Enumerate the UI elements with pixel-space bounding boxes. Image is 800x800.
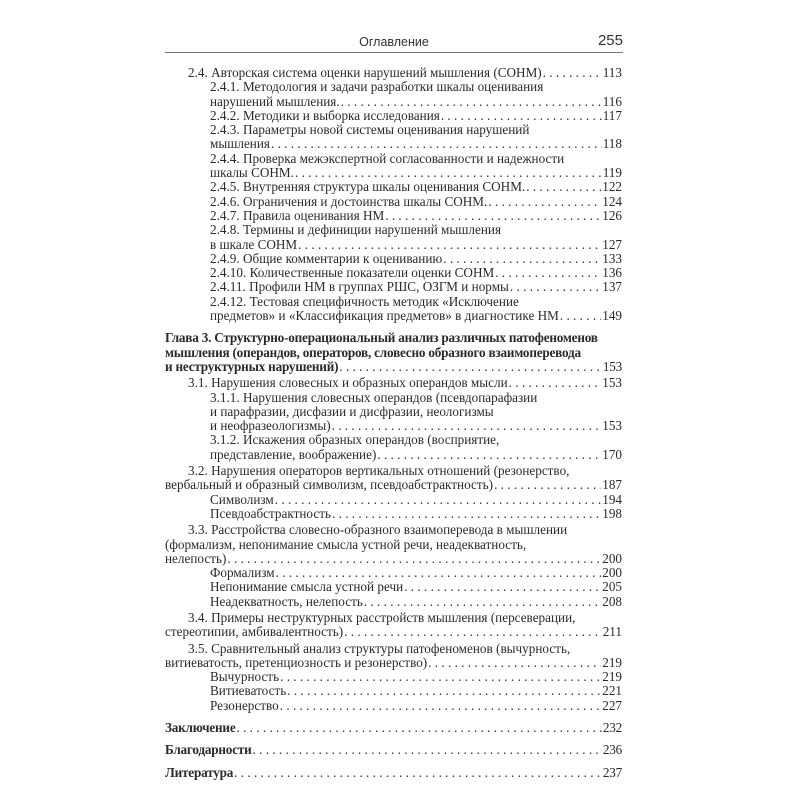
toc-entry-line [165, 766, 622, 780]
toc-entry-text: мышления [210, 136, 270, 152]
toc-entry [165, 280, 622, 294]
toc-entry [165, 376, 622, 390]
toc-entry [165, 109, 622, 123]
toc-entry-text: мышления (операндов, операторов, словесно образного взаимоперевода [165, 344, 581, 360]
toc-entry-line [165, 405, 622, 419]
toc-entry-text: 2.4.8. Термины и дефиниции нарушений мышления [210, 222, 502, 238]
toc-page-number: 198 [602, 505, 622, 521]
toc-entry-text: Символизм [210, 491, 274, 507]
toc-entry [165, 391, 622, 434]
toc-page-number: 237 [602, 764, 622, 780]
toc-entry [165, 464, 622, 493]
toc-entry [165, 566, 622, 580]
toc-entry [165, 684, 622, 698]
toc-entry-text: предметов» и «Классификация предметов» в диагностике НМ [210, 308, 559, 324]
toc-entry-text: 2.4.7. Правила оценивания НМ [210, 207, 385, 223]
toc-entry [165, 266, 622, 280]
dot-leader [295, 166, 602, 180]
toc-entry [165, 295, 622, 324]
toc-entry-text: нарушений мышления. [210, 93, 340, 109]
toc-page-number: 116 [602, 93, 622, 109]
toc-entry-line [165, 391, 622, 405]
toc-entry [165, 433, 622, 462]
dot-leader [364, 595, 601, 609]
toc-entry-text: шкалы СОНМ. [210, 165, 294, 181]
toc-entry [165, 180, 622, 194]
toc-page-number: 153 [602, 375, 622, 391]
toc-entry-line [165, 538, 622, 552]
toc-entry-line [165, 309, 622, 323]
toc-entry-text: нелепость) [165, 550, 227, 566]
toc-entry-line [165, 611, 622, 625]
dot-leader [509, 376, 602, 390]
toc-entry-line [165, 266, 622, 280]
toc-entry-text: 2.4.12. Тестовая специфичность методик «Исключение [210, 293, 519, 309]
toc-entry-line [165, 670, 622, 684]
toc-entry-text: вербальный и образный символизм, псевдоабстрактность) [165, 477, 494, 493]
toc-entry [165, 699, 622, 713]
toc-entry-line [165, 209, 622, 223]
toc-page-number: 194 [602, 491, 622, 507]
dot-leader [428, 656, 601, 670]
toc-entry [165, 766, 622, 780]
toc-page-number: 170 [602, 446, 622, 462]
toc-page-number: 118 [602, 136, 622, 152]
toc-page-number: 187 [602, 477, 622, 493]
dot-leader [341, 95, 602, 109]
toc-page-number: 153 [602, 418, 622, 434]
toc-entry [165, 209, 622, 223]
toc-entry [165, 721, 622, 735]
toc-page-number: 122 [602, 179, 622, 195]
toc-entry [165, 743, 622, 757]
page-number: 255 [597, 32, 623, 49]
toc-entry-line [165, 448, 622, 462]
toc-entry-line [165, 280, 622, 294]
toc-entry-text: 3.2. Нарушения операторов вертикальных отношений (резонерство, [188, 463, 570, 479]
toc-entry-text: в шкале СОНМ [210, 236, 298, 252]
toc-entry-text: и неофразеологизмы) [210, 418, 331, 434]
toc-entry-text: и парафразии, дисфазии и дисфразии, неологизмы [210, 403, 494, 419]
toc-entry-text: 2.4.11. Профили НМ в группах РШС, ОЗГМ и нормы [210, 279, 509, 295]
toc-entry-text: стереотипии, амбивалентность) [165, 624, 344, 640]
toc-entry-line [165, 238, 622, 252]
toc-entry-text: 2.4. Авторская система оценки нарушений мышления (СОНМ) [188, 65, 542, 80]
toc-entry-line [165, 180, 622, 194]
toc-page-number: 236 [602, 742, 622, 758]
toc-entry-text: Формализм [210, 565, 275, 581]
dot-leader [227, 552, 601, 566]
toc-page-number: 227 [602, 697, 622, 713]
dot-leader [494, 478, 601, 492]
toc-entry [165, 595, 622, 609]
toc-page-number: 133 [602, 250, 622, 266]
toc-entry-text: Вычурность [210, 669, 280, 685]
toc-page-number: 200 [602, 550, 622, 566]
dot-leader [495, 266, 601, 280]
toc-entry-line [165, 743, 622, 757]
toc-entry [165, 152, 622, 181]
toc-entry-line [165, 523, 622, 537]
dot-leader [276, 566, 602, 580]
dot-leader [385, 209, 601, 223]
toc-entry-text: 3.1. Нарушения словесных и образных операндов мысли [188, 375, 508, 391]
table-of-contents [165, 66, 622, 780]
toc-entry-text: 3.1.1. Нарушения словесных операндов (псевдопарафазии [210, 389, 538, 405]
toc-entry-line [165, 252, 622, 266]
toc-entry [165, 252, 622, 266]
toc-entry [165, 611, 622, 640]
toc-entry-line [165, 376, 622, 390]
toc-entry-text: Заключение [165, 720, 236, 736]
dot-leader [443, 252, 601, 266]
toc-entry [165, 80, 622, 109]
toc-entry-line [165, 552, 622, 566]
dot-leader [488, 195, 601, 209]
toc-entry-text: 2.4.3. Параметры новой системы оценивания нарушений [210, 122, 530, 138]
dot-leader [253, 743, 602, 757]
toc-entry [165, 493, 622, 507]
toc-entry [165, 523, 622, 566]
toc-page-number: 211 [602, 624, 622, 640]
toc-entry-text: (формализм, непонимание смысла устной речи, неадекватность, [165, 536, 527, 552]
toc-page-number: 232 [602, 720, 622, 736]
dot-leader [287, 684, 601, 698]
toc-entry-text: 3.5. Сравнительный анализ структуры патофеноменов (вычурность, [188, 640, 571, 656]
toc-page-number: 126 [602, 207, 622, 223]
toc-page-number: 136 [602, 265, 622, 281]
dot-leader [510, 280, 601, 294]
toc-entry-line [165, 123, 622, 137]
toc-page-number: 119 [602, 165, 622, 181]
toc-entry [165, 123, 622, 152]
toc-entry [165, 331, 622, 374]
toc-entry-line [165, 195, 622, 209]
toc-entry-text: Глава 3. Структурно-операциональный анализ различных патофеноменов [165, 330, 598, 346]
toc-entry-line [165, 80, 622, 94]
toc-entry-text: 3.1.2. Искажения образных операндов (восприятие, [210, 432, 500, 448]
toc-entry-line [165, 166, 622, 180]
dot-leader [280, 670, 601, 684]
toc-entry-line [165, 478, 622, 492]
toc-entry-text: 2.4.2. Методики и выборка исследования [210, 107, 440, 123]
toc-entry-line [165, 580, 622, 594]
toc-page-number: 149 [602, 308, 622, 324]
toc-entry-line [165, 152, 622, 166]
dot-leader [344, 625, 602, 639]
toc-page-number: 127 [602, 236, 622, 252]
dot-leader [298, 238, 601, 252]
toc-entry-line [165, 95, 622, 109]
toc-entry-text: Псевдоабстрактность [210, 505, 331, 521]
toc-entry-line [165, 295, 622, 309]
toc-entry-line [165, 137, 622, 151]
toc-entry-line [165, 419, 622, 433]
running-header [165, 32, 623, 53]
toc-entry [165, 580, 622, 594]
toc-page-number: 208 [602, 593, 622, 609]
toc-entry [165, 507, 622, 521]
running-header-title: Оглавление [359, 35, 429, 49]
toc-entry-text: 3.4. Примеры неструктурных расстройств мышления (персеверации, [188, 609, 576, 625]
toc-entry-text: представление, воображение) [210, 446, 377, 462]
dot-leader [332, 507, 601, 521]
toc-page-number: 153 [602, 358, 622, 374]
dot-leader [280, 699, 601, 713]
toc-entry-line [165, 566, 622, 580]
dot-leader [441, 109, 602, 123]
toc-entry-line [165, 109, 622, 123]
toc-page-number: 117 [602, 107, 622, 123]
toc-page-number: 219 [602, 654, 622, 670]
toc-entry-text: Непонимание смысла устной речи [210, 579, 404, 595]
dot-leader [543, 66, 602, 80]
toc-entry-text: Резонерство [210, 697, 279, 713]
toc-entry-line [165, 656, 622, 670]
toc-entry-text: Литература [165, 764, 234, 780]
toc-entry-text: Неадекватность, нелепость [210, 593, 363, 609]
dot-leader [560, 309, 601, 323]
toc-entry-line [165, 223, 622, 237]
toc-entry-line [165, 595, 622, 609]
toc-entry-line [165, 625, 622, 639]
toc-entry-line [165, 721, 622, 735]
toc-entry-line [165, 493, 622, 507]
toc-entry-text: и неструктурных нарушений) [165, 358, 339, 374]
toc-entry-line [165, 699, 622, 713]
toc-entry-line [165, 507, 622, 521]
dot-leader [404, 580, 601, 594]
toc-entry-text: 2.4.9. Общие комментарии к оцениванию [210, 250, 443, 266]
dot-leader [332, 419, 602, 433]
toc-page-number: 221 [602, 683, 622, 699]
toc-entry [165, 66, 622, 80]
toc-entry-text: Витиеватость [210, 683, 287, 699]
toc-entry-line [165, 464, 622, 478]
toc-entry-line [165, 360, 622, 374]
toc-entry-text: 2.4.10. Количественные показатели оценки СОНМ [210, 265, 495, 281]
dot-leader [234, 766, 602, 780]
toc-entry-text: 2.4.1. Методология и задачи разработки шкалы оценивания [210, 79, 544, 95]
dot-leader [526, 180, 601, 194]
toc-entry-text: витиеватость, претенциозность и резонерство) [165, 654, 428, 670]
toc-entry-line [165, 346, 622, 360]
dot-leader [236, 721, 601, 735]
toc-entry-line [165, 433, 622, 447]
toc-page-number: 200 [602, 565, 622, 581]
toc-entry-text: Благодарности [165, 742, 252, 758]
toc-page-number: 124 [602, 193, 622, 209]
toc-entry-text: 2.4.6. Ограничения и достоинства шкалы СОНМ. [210, 193, 488, 209]
dot-leader [339, 360, 602, 374]
toc-entry-text: 2.4.5. Внутренняя структура шкалы оценивания СОНМ. [210, 179, 526, 195]
dot-leader [275, 493, 601, 507]
toc-entry [165, 642, 622, 671]
toc-entry-line [165, 66, 622, 80]
toc-entry-text: 3.3. Расстройства словесно-образного взаимоперевода в мышлении [188, 522, 568, 538]
toc-page-number: 137 [602, 279, 622, 295]
toc-page-number: 113 [602, 65, 622, 80]
toc-entry-line [165, 642, 622, 656]
toc-page-number: 219 [602, 669, 622, 685]
toc-entry [165, 195, 622, 209]
dot-leader [377, 448, 601, 462]
toc-entry-line [165, 684, 622, 698]
toc-entry-line [165, 331, 622, 345]
toc-entry [165, 670, 622, 684]
dot-leader [271, 137, 602, 151]
toc-page-number: 205 [602, 579, 622, 595]
toc-entry-text: 2.4.4. Проверка межэкспертной согласованности и надежности [210, 150, 565, 166]
toc-entry [165, 223, 622, 252]
